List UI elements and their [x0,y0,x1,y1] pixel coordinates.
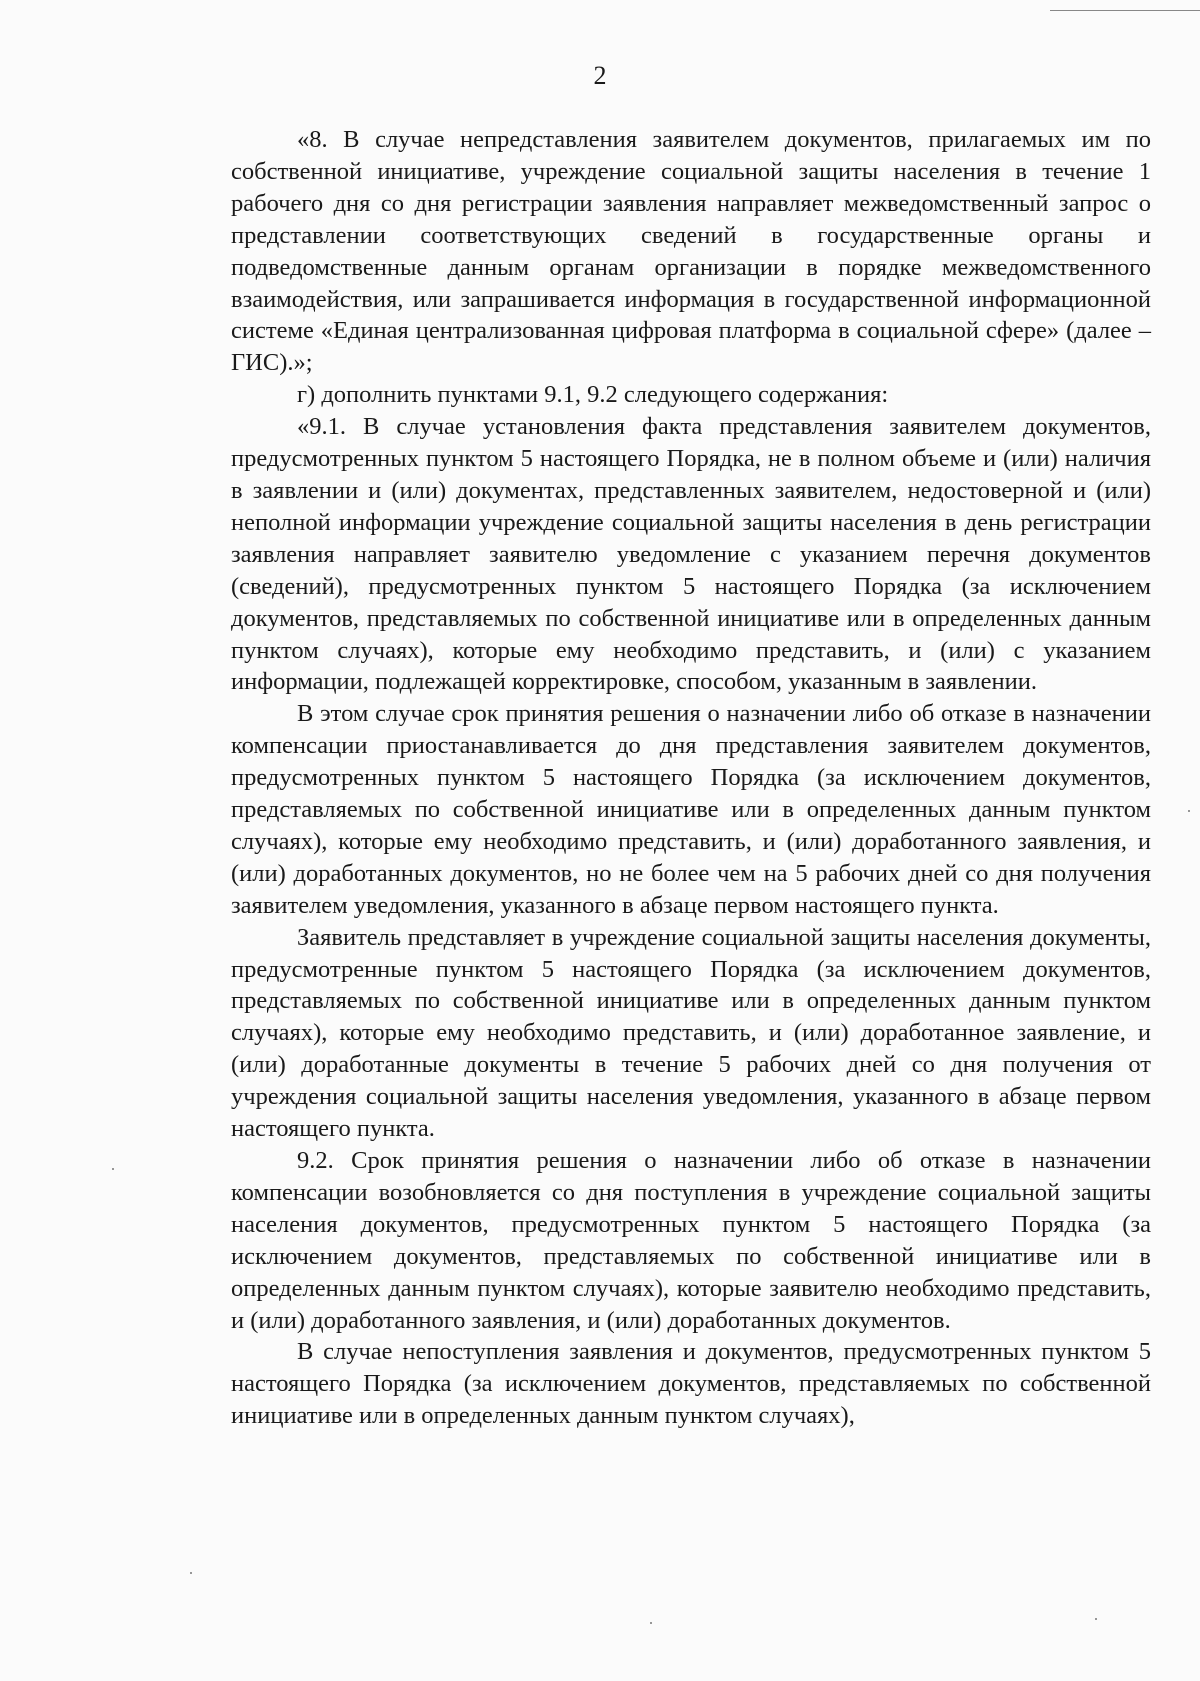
paragraph-suspension-term: В этом случае срок принятия решения о назначении либо об отказе в назначении компенсации приостанавливается до дня представления заявителем документов, предусмотренных пунктом 5 настоящего Порядка (за исключением документов, представляемых по собственной инициативе или в определенных данным пунктом случаях), которые ему необходимо представить, и (или) доработанного заявления, и (или) доработанных документов, но не более чем на 5 рабочих дней со дня получения заявителем уведомления, указанного в абзаце первом настоящего пункта. [231,700,1151,919]
scan-speck [190,1572,192,1574]
scan-speck [1095,1618,1097,1620]
paragraph-applicant-submits: Заявитель представляет в учреждение социальной защиты населения документы, предусмотренные пунктом 5 настоящего Порядка (за исключением документов, представляемых по собственной инициативе или в определенных данным пунктом случаях), которые ему необходимо представить, и (или) доработанное заявление, и (или) доработанные документы в течение 5 рабочих дней со дня получения от учреждения социальной защиты населения уведомления, указанного в абзаце первом настоящего пункта. [231,923,1151,1143]
paragraph-item-9-2: 9.2. Срок принятия решения о назначении либо об отказе в назначении компенсации возобновляется со дня поступления в учреждение социальной защиты населения документов, предусмотренных пунктом 5 настоящего Порядка (за исключением документов, представляемых по собственной инициативе или в определенных данным пунктом случаях), которые заявителю необходимо представить, и (или) доработанного заявления, и (или) доработанных документов. [231,1147,1151,1334]
paragraph-subitem-g: г) дополнить пунктами 9.1, 9.2 следующего содержания: [297,381,889,409]
scan-edge-line [1050,10,1200,11]
scan-speck [650,1622,652,1624]
paragraph-item-9-1: «9.1. В случае установления факта представления заявителем документов, предусмотренных пунктом 5 настоящего Порядка, не в полном объеме и (или) наличия в заявлении и (или) документах, представленных заявителем, недостоверной и (или) неполной информации учреждение социальной защиты населения в день регистрации заявления направляет заявителю уведомление с указанием перечня документов (сведений), предусмотренных пунктом 5 настоящего Порядка (за исключением документов, представляемых по собственной инициативе или в определенных данным пунктом случаях), которые ему необходимо представить, и (или) с указанием информации, подлежащей корректировке, способом, указанным в заявлении. [231,413,1151,696]
document-body [231,124,1151,1432]
scan-speck [1188,810,1190,812]
scan-speck [112,1168,114,1170]
paragraph-non-receipt: В случае непоступления заявления и документов, предусмотренных пунктом 5 настоящего Порядка (за исключением документов, представляемых по собственной инициативе или в определенных данным пунктом случаях), [231,1338,1151,1430]
paragraph-item-8: «8. В случае непредставления заявителем документов, прилагаемых им по собственной инициативе, учреждение социальной защиты населения в течение 1 рабочего дня со дня регистрации заявления направляет межведомственный запрос о представлении соответствующих сведений в государственные органы и подведомственные данным органам организации в порядке межведомственного взаимодействия, или запрашивается информация в государственной информационной системе «Единая централизованная цифровая платформа в социальной сфере» (далее – ГИС).»; [231,126,1151,377]
page-number: 2 [593,61,607,90]
